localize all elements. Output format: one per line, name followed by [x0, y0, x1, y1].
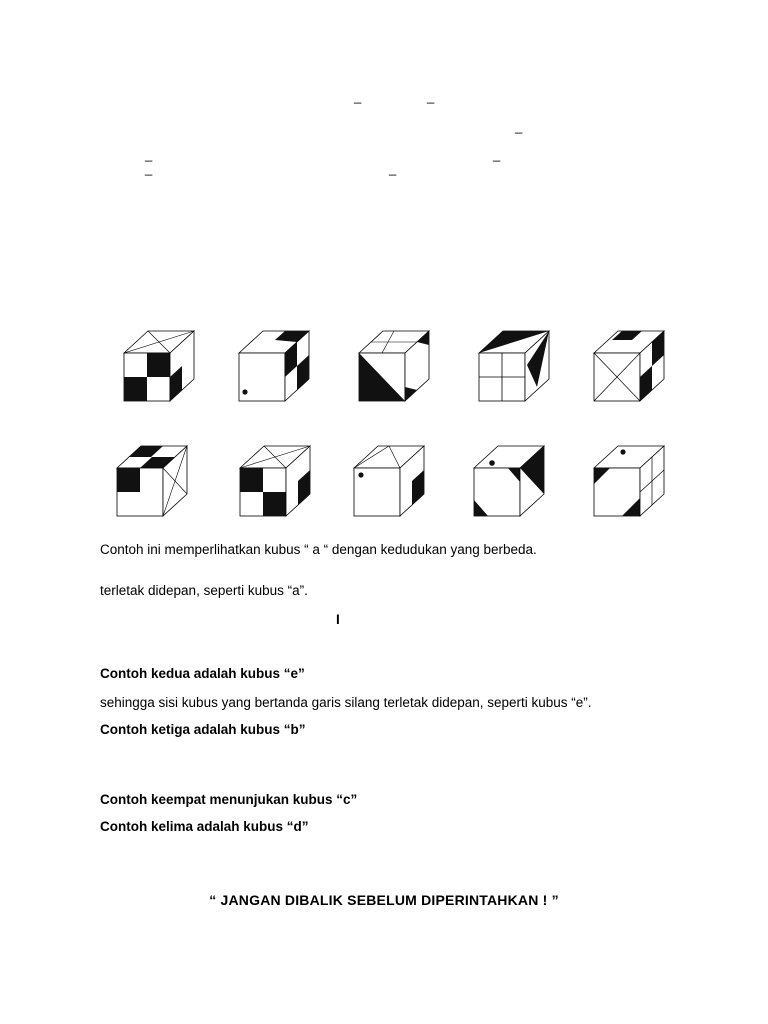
cube-figure: [354, 446, 438, 522]
example-heading: Contoh kelima adalah kubus “d”: [100, 819, 309, 834]
example-text: sehingga sisi kubus yang bertanda garis silang terletak didepan, seperti kubus “e”.: [100, 695, 592, 710]
example-heading: Contoh ketiga adalah kubus “b”: [100, 722, 306, 737]
example-heading: Contoh keempat menunjukan kubus “c”: [100, 792, 358, 807]
dash-mark: _: [389, 161, 397, 176]
cube-figure: [124, 331, 208, 407]
dash-mark: _: [515, 119, 523, 134]
stray-mark: I: [336, 612, 340, 627]
cube-figure: [594, 331, 678, 407]
cube-figure: [117, 446, 201, 522]
example-text: terletak didepan, seperti kubus “a”.: [100, 583, 308, 598]
cube-figure: [239, 331, 323, 407]
dash-mark: _: [354, 89, 362, 104]
cube-figure: [240, 446, 324, 522]
dash-mark: _: [427, 89, 435, 104]
cube-figure: [594, 446, 678, 522]
example-intro: Contoh ini memperlihatkan kubus “ a “ dengan kedudukan yang berbeda.: [100, 542, 537, 557]
dash-mark: _: [145, 147, 153, 162]
cube-figure: [359, 331, 443, 407]
dash-mark: _: [145, 161, 153, 176]
example-heading: Contoh kedua adalah kubus “e”: [100, 666, 305, 681]
cube-figure: [479, 331, 563, 407]
footer-warning: “ JANGAN DIBALIK SEBELUM DIPERINTAHKAN ! ”: [209, 892, 559, 908]
dash-mark: _: [493, 147, 501, 162]
cube-figure: [474, 446, 558, 522]
